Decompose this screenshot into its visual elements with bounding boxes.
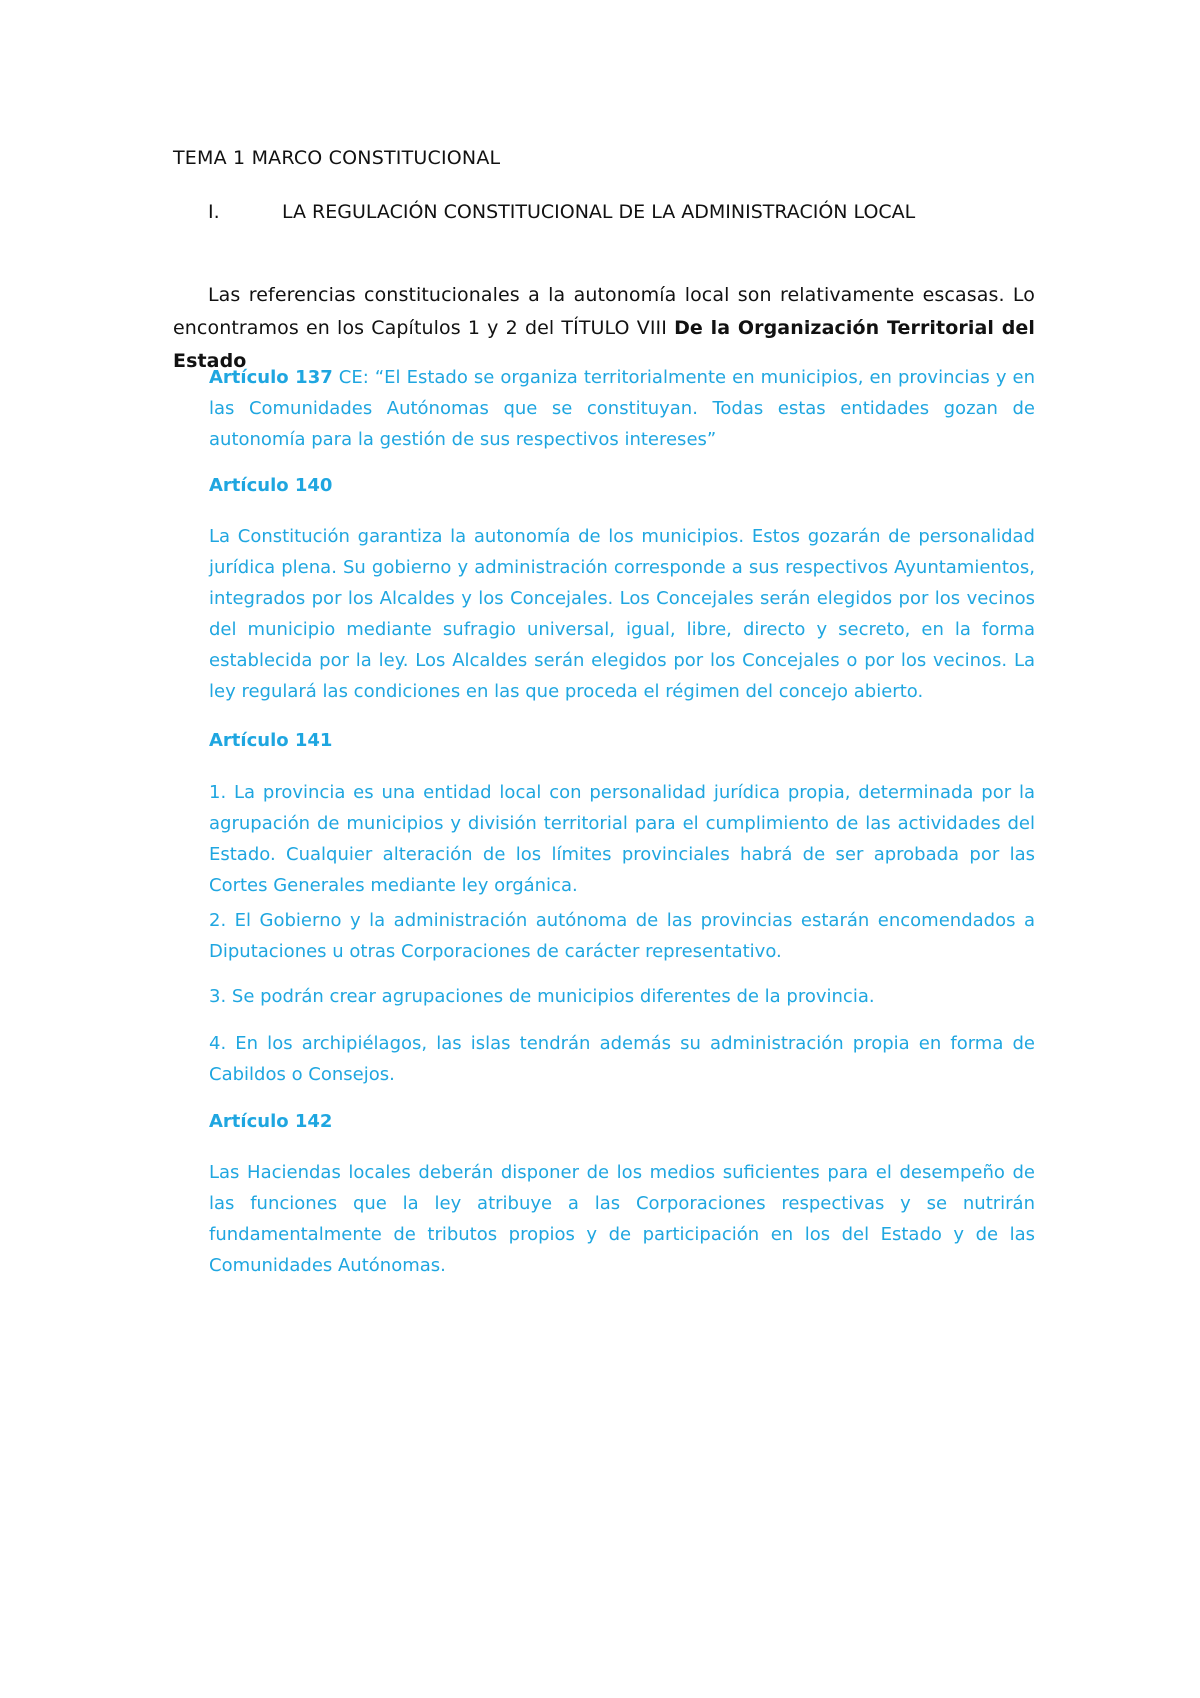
article-141-paragraph-4: 4. En los archipiélagos, las islas tendrán además su administración propia en forma de Cabildos o Consejos. (209, 1033, 1035, 1085)
article-142-label: Artículo 142 (209, 1111, 333, 1132)
article-141-p4 (209, 1028, 1035, 1090)
article-141-paragraph-3: 3. Se podrán crear agrupaciones de municipios diferentes de la provincia. (209, 986, 875, 1007)
article-137-label: Artículo 137 (209, 367, 333, 388)
intro-bold-title: De la Organización Territorial del Estado (173, 317, 1036, 372)
article-137 (209, 362, 1035, 455)
article-140-text: La Constitución garantiza la autonomía de los municipios. Estos gozarán de personalidad jurídica plena. Su gobierno y administración corresponde a sus respectivos Ayuntamientos, integrados por los Alcaldes y los Concejales. Los Concejales serán elegidos por los vecinos del municipio mediante sufragio universal, igual, libre, directo y secreto, en la forma establecida por la ley. Los Alcaldes serán elegidos por los Concejales o por los vecinos. La ley regulará las condiciones en las que proceda el régimen del concejo abierto. (209, 526, 1035, 702)
article-141-label: Artículo 141 (209, 730, 333, 751)
article-142-label-block (209, 1106, 1035, 1137)
article-142-body (209, 1157, 1035, 1281)
intro-text: Las referencias constitucionales a la autonomía local son relativamente escasas. Lo encontramos en los Capítulos 1 y 2 del TÍTULO VIII (173, 284, 1035, 339)
article-141-p2 (209, 905, 1035, 967)
article-142-text: Las Haciendas locales deberán disponer de los medios suficientes para el desempeño de las funciones que la ley atribuye a las Corporaciones respectivas y se nutrirán fundamentalmente de tributos propios y de participación en los del Estado y de las Comunidades Autónomas. (209, 1162, 1035, 1276)
section-title: LA REGULACIÓN CONSTITUCIONAL DE LA ADMINISTRACIÓN LOCAL (282, 201, 916, 223)
article-140-label-block (209, 470, 1035, 501)
article-141-p3 (209, 981, 1035, 1012)
article-137-text: CE: “El Estado se organiza territorialmente en municipios, en provincias y en las Comunidades Autónomas que se constituyan. Todas estas entidades gozan de autonomía para la gestión de sus respectivos intereses” (209, 367, 1035, 450)
article-141-p1 (209, 777, 1035, 901)
article-141-paragraph-1: 1. La provincia es una entidad local con personalidad jurídica propia, determinada por la agrupación de municipios y división territorial para el cumplimiento de las actividades del Estado. Cualquier alteración de los límites provinciales habrá de ser aprobada por las Cortes Generales mediante ley orgánica. (209, 782, 1035, 896)
article-140-body (209, 521, 1035, 707)
document-title: TEMA 1 MARCO CONSTITUCIONAL (173, 147, 501, 169)
article-141-paragraph-2: 2. El Gobierno y la administración autónoma de las provincias estarán encomendados a Diputaciones u otras Corporaciones de carácter representativo. (209, 910, 1035, 962)
section-number: I. (208, 201, 220, 223)
article-140-label: Artículo 140 (209, 475, 333, 496)
article-141-label-block (209, 725, 1035, 756)
